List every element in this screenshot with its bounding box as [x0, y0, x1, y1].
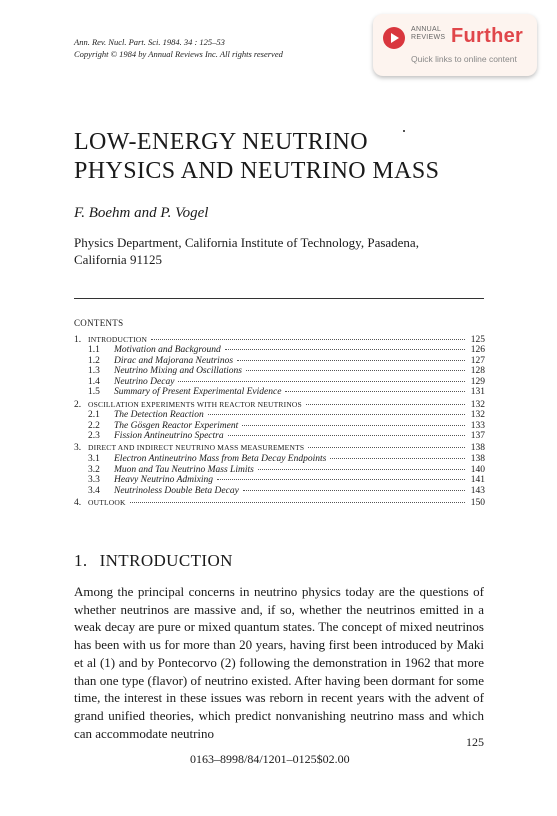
- toc-entry[interactable]: [74, 465, 485, 476]
- toc-page: 132: [470, 399, 485, 410]
- toc-leader-dots: [258, 469, 465, 470]
- toc-page: 137: [470, 431, 485, 442]
- page-number: 125: [466, 735, 484, 749]
- toc-label: OUTLOOK: [88, 497, 126, 507]
- toc-number: 2.2: [88, 420, 100, 431]
- table-of-contents: [74, 333, 485, 509]
- toc-page: 143: [470, 485, 485, 496]
- toc-label: The Gösgen Reactor Experiment: [114, 420, 239, 431]
- toc-label: OSCILLATION EXPERIMENTS WITH REACTOR NEUTRINOS: [88, 399, 302, 409]
- toc-page: 126: [470, 345, 485, 356]
- toc-number: 1.3: [88, 366, 100, 377]
- toc-page: 138: [470, 454, 485, 465]
- toc-number: 1.4: [88, 376, 100, 387]
- citation-line: Ann. Rev. Nucl. Part. Sci. 1984. 34 : 125–53: [74, 37, 225, 47]
- toc-leader-dots: [242, 425, 465, 426]
- toc-page: 133: [470, 420, 485, 431]
- toc-entry[interactable]: [74, 421, 485, 432]
- toc-page: 128: [470, 366, 485, 377]
- toc-number: 1.1: [88, 345, 100, 356]
- further-links-badge[interactable]: [373, 14, 537, 76]
- toc-number: 1.5: [88, 387, 100, 398]
- toc-label: Fission Antineutrino Spectra: [114, 431, 224, 442]
- publisher-logo-text: ANNUAL REVIEWS: [411, 26, 446, 41]
- toc-leader-dots: [178, 381, 465, 382]
- toc-number: 3.4: [88, 485, 100, 496]
- toc-entry[interactable]: [74, 443, 485, 454]
- toc-leader-dots: [285, 391, 465, 392]
- section-title: INTRODUCTION: [99, 551, 233, 570]
- article-title: [74, 128, 439, 186]
- toc-label: Motivation and Background: [114, 345, 221, 356]
- toc-label: INTRODUCTION: [88, 334, 148, 344]
- toc-number: 1.2: [88, 355, 100, 366]
- divider: [74, 298, 484, 299]
- toc-leader-dots: [237, 360, 465, 361]
- toc-number: 3.1: [88, 454, 100, 465]
- toc-entry[interactable]: [74, 335, 485, 346]
- toc-entry[interactable]: [74, 498, 485, 509]
- contents-heading: CONTENTS: [74, 318, 124, 328]
- toc-leader-dots: [225, 349, 465, 350]
- toc-entry[interactable]: [74, 345, 485, 356]
- toc-page: 150: [470, 497, 485, 508]
- toc-label: Summary of Present Experimental Evidence: [114, 387, 282, 398]
- toc-page: 141: [470, 475, 485, 486]
- toc-entry[interactable]: [74, 486, 485, 497]
- toc-entry[interactable]: [74, 356, 485, 367]
- toc-leader-dots: [246, 370, 465, 371]
- toc-number: 4.: [74, 497, 82, 508]
- issn-code: 0163–8998/84/1201–0125$02.00: [190, 752, 350, 766]
- toc-leader-dots: [243, 490, 465, 491]
- toc-entry[interactable]: [74, 410, 485, 421]
- toc-number: 3.: [74, 443, 82, 454]
- toc-label: Electron Antineutrino Mass from Beta Decay Endpoints: [114, 454, 327, 465]
- toc-label: Heavy Neutrino Admixing: [114, 475, 214, 486]
- section-number: 1.: [74, 551, 88, 570]
- toc-label: Muon and Tau Neutrino Mass Limits: [114, 464, 254, 475]
- toc-page: 138: [470, 443, 485, 454]
- toc-entry[interactable]: [74, 400, 485, 411]
- section-heading: [74, 551, 233, 571]
- toc-entry[interactable]: [74, 366, 485, 377]
- toc-page: 125: [470, 334, 485, 345]
- toc-entry[interactable]: [74, 475, 485, 486]
- toc-leader-dots: [130, 502, 465, 503]
- toc-page: 132: [470, 410, 485, 421]
- toc-leader-dots: [306, 404, 465, 405]
- toc-number: 3.3: [88, 475, 100, 486]
- toc-number: 3.2: [88, 464, 100, 475]
- toc-entry[interactable]: [74, 454, 485, 465]
- copyright-line: Copyright © 1984 by Annual Reviews Inc. All rights reserved: [74, 49, 283, 59]
- authors: F. Boehm and P. Vogel: [74, 205, 209, 221]
- toc-entry[interactable]: [74, 377, 485, 388]
- toc-leader-dots: [208, 414, 465, 415]
- toc-page: 129: [470, 376, 485, 387]
- toc-label: Dirac and Majorana Neutrinos: [114, 355, 234, 366]
- toc-leader-dots: [330, 458, 465, 459]
- toc-leader-dots: [217, 479, 465, 480]
- toc-leader-dots: [228, 435, 465, 436]
- toc-label: Neutrino Decay: [114, 376, 175, 387]
- toc-number: 2.1: [88, 410, 100, 421]
- toc-number: 2.3: [88, 431, 100, 442]
- journal-citation: [74, 36, 283, 60]
- toc-page: 140: [470, 464, 485, 475]
- toc-leader-dots: [308, 447, 465, 448]
- affiliation: Physics Department, California Institute of Technology, Pasadena, California 91125: [74, 235, 419, 267]
- toc-page: 131: [470, 387, 485, 398]
- toc-entry[interactable]: [74, 387, 485, 398]
- toc-label: Neutrinoless Double Beta Decay: [114, 485, 239, 496]
- toc-label: DIRECT AND INDIRECT NEUTRINO MASS MEASUREMENTS: [88, 443, 305, 453]
- toc-entry[interactable]: [74, 431, 485, 442]
- further-tagline: Quick links to online content: [411, 54, 517, 64]
- toc-leader-dots: [151, 339, 465, 340]
- toc-number: 1.: [74, 334, 82, 345]
- toc-number: 2.: [74, 399, 82, 410]
- title-line: LOW-ENERGY NEUTRINO: [74, 129, 368, 155]
- toc-label: The Detection Reaction: [114, 410, 204, 421]
- toc-page: 127: [470, 355, 485, 366]
- toc-label: Neutrino Mixing and Oscillations: [114, 366, 242, 377]
- play-arrow-icon: [383, 27, 405, 49]
- body-paragraph: Among the principal concerns in neutrino physics today are the questions of whether neutrinos are massive and, if so, whether the neutrinos emitted in a weak decay are pure or mixed quantum states. The concept of mixed neutrinos has been with us for more than 20 years, having first been introduced by Maki et al (1) and by Pontecorvo (2) following the demonstration in 1962 that more than one type (flavor) of neutrino existed. After having been dormant for some time, the interest in these issues was reborn in recent years with the advent of grand unified theories, which predict nonvanishing neutrino mass and which can accommodate neutrino: [74, 584, 484, 741]
- further-brand: Further: [451, 25, 524, 47]
- title-line: PHYSICS AND NEUTRINO MASS: [74, 158, 440, 184]
